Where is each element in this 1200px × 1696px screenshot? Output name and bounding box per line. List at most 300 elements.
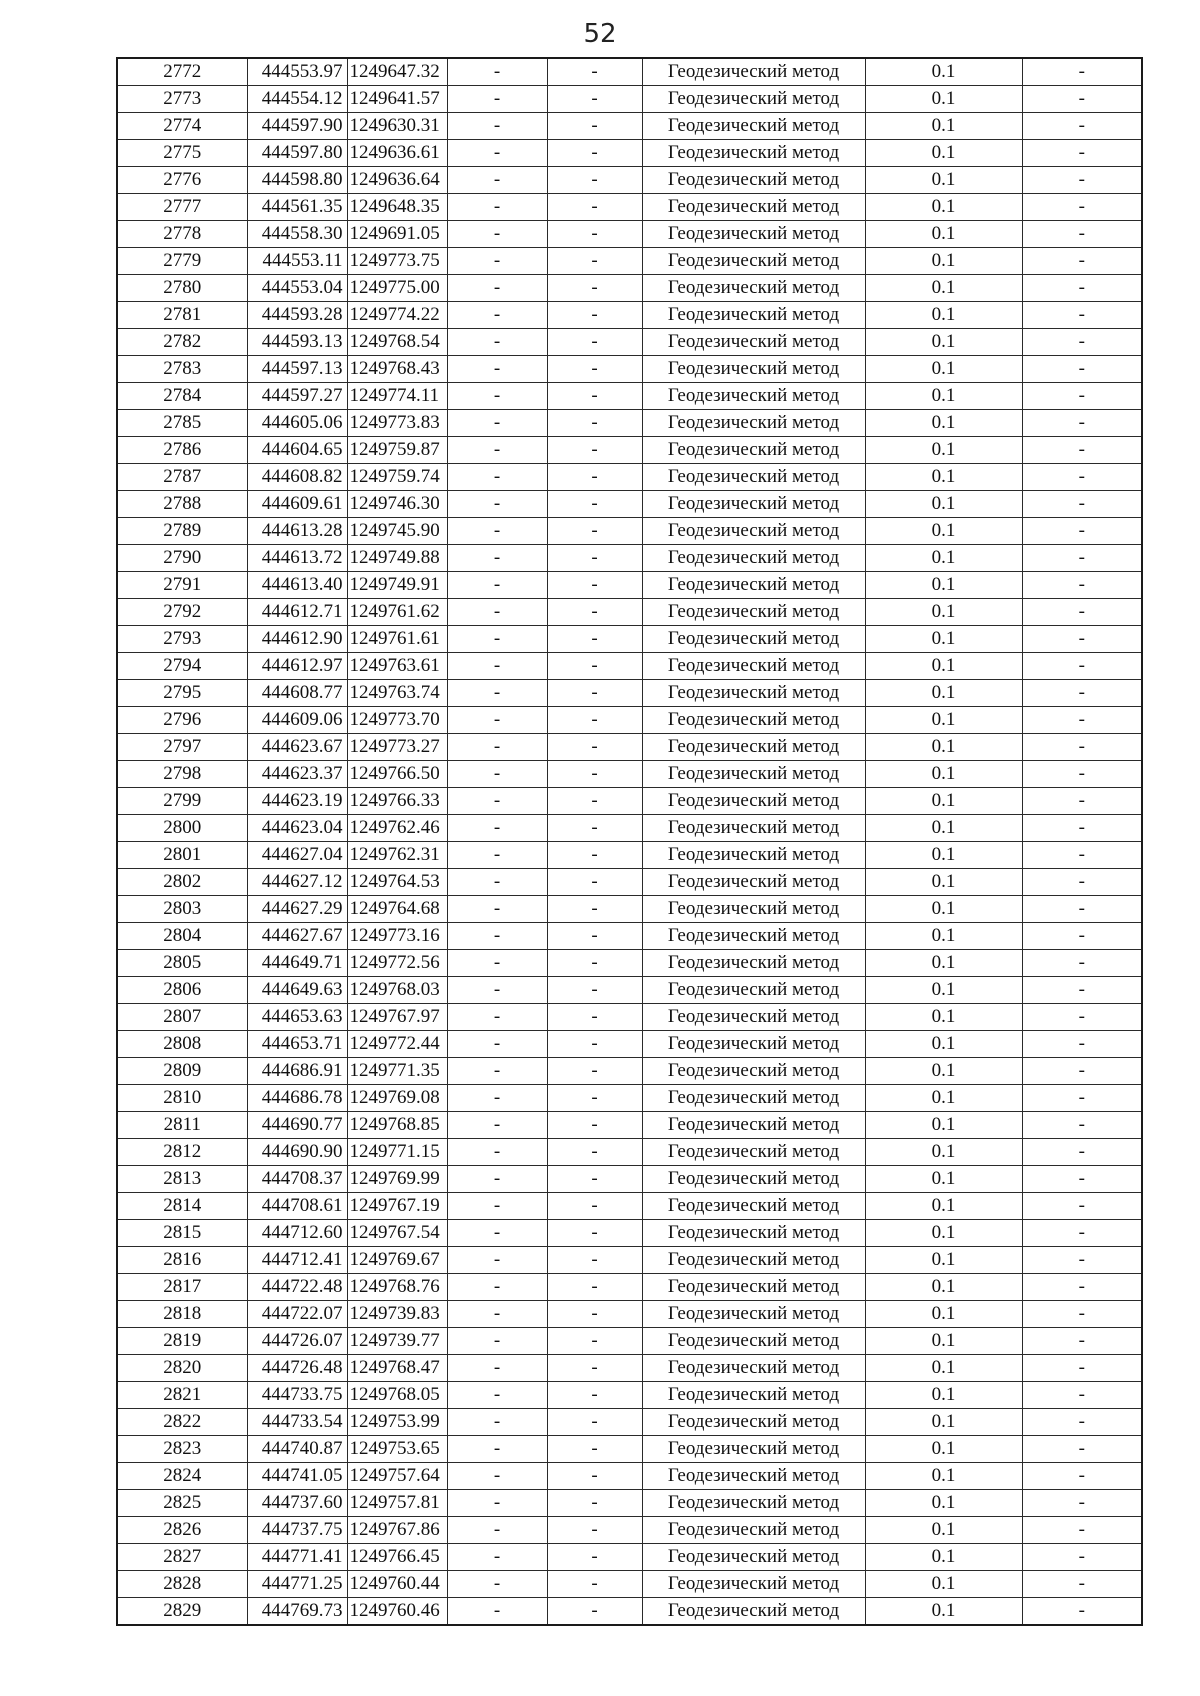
- point-number: 2799: [117, 788, 247, 815]
- empty-value-cell: -: [447, 680, 547, 707]
- empty-value-cell: -: [547, 1301, 642, 1328]
- point-number: 2802: [117, 869, 247, 896]
- table-row: [117, 869, 1142, 896]
- accuracy-cell: 0.1: [865, 923, 1022, 950]
- method-cell: Геодезический метод: [642, 1220, 865, 1247]
- accuracy-cell: 0.1: [865, 1409, 1022, 1436]
- point-number: 2823: [117, 1436, 247, 1463]
- point-number: 2777: [117, 194, 247, 221]
- coordinate-x: 444604.65: [247, 437, 347, 464]
- empty-value-cell: -: [447, 194, 547, 221]
- empty-value-cell: -: [547, 1355, 642, 1382]
- point-number: 2811: [117, 1112, 247, 1139]
- empty-value-cell: -: [447, 329, 547, 356]
- coordinate-x: 444771.25: [247, 1571, 347, 1598]
- method-cell: Геодезический метод: [642, 248, 865, 275]
- coordinate-x: 444686.78: [247, 1085, 347, 1112]
- empty-value-cell: -: [447, 1139, 547, 1166]
- empty-value-cell: -: [1022, 1436, 1142, 1463]
- accuracy-cell: 0.1: [865, 1517, 1022, 1544]
- method-cell: Геодезический метод: [642, 113, 865, 140]
- coordinate-y: 1249762.46: [347, 815, 447, 842]
- method-cell: Геодезический метод: [642, 1544, 865, 1571]
- table-row: [117, 761, 1142, 788]
- accuracy-cell: 0.1: [865, 113, 1022, 140]
- empty-value-cell: -: [1022, 653, 1142, 680]
- coordinate-y: 1249763.74: [347, 680, 447, 707]
- coordinate-y: 1249753.99: [347, 1409, 447, 1436]
- table-row: [117, 923, 1142, 950]
- table-row: [117, 167, 1142, 194]
- coordinate-x: 444726.48: [247, 1355, 347, 1382]
- point-number: 2810: [117, 1085, 247, 1112]
- empty-value-cell: -: [1022, 1409, 1142, 1436]
- method-cell: Геодезический метод: [642, 275, 865, 302]
- empty-value-cell: -: [547, 572, 642, 599]
- coordinate-y: 1249764.68: [347, 896, 447, 923]
- accuracy-cell: 0.1: [865, 1301, 1022, 1328]
- point-number: 2772: [117, 58, 247, 86]
- point-number: 2813: [117, 1166, 247, 1193]
- point-number: 2790: [117, 545, 247, 572]
- point-number: 2815: [117, 1220, 247, 1247]
- empty-value-cell: -: [1022, 194, 1142, 221]
- coordinate-x: 444598.80: [247, 167, 347, 194]
- coordinate-y: 1249761.61: [347, 626, 447, 653]
- coordinate-y: 1249768.85: [347, 1112, 447, 1139]
- coordinate-x: 444597.90: [247, 113, 347, 140]
- empty-value-cell: -: [1022, 626, 1142, 653]
- table-row: [117, 1247, 1142, 1274]
- empty-value-cell: -: [447, 626, 547, 653]
- coordinate-y: 1249757.81: [347, 1490, 447, 1517]
- coordinate-y: 1249773.75: [347, 248, 447, 275]
- coordinate-y: 1249767.86: [347, 1517, 447, 1544]
- table-row: [117, 1544, 1142, 1571]
- empty-value-cell: -: [447, 1571, 547, 1598]
- point-number: 2793: [117, 626, 247, 653]
- accuracy-cell: 0.1: [865, 1220, 1022, 1247]
- coordinate-y: 1249760.46: [347, 1598, 447, 1626]
- accuracy-cell: 0.1: [865, 86, 1022, 113]
- point-number: 2808: [117, 1031, 247, 1058]
- empty-value-cell: -: [547, 815, 642, 842]
- coordinate-y: 1249764.53: [347, 869, 447, 896]
- empty-value-cell: -: [547, 302, 642, 329]
- coordinate-y: 1249767.54: [347, 1220, 447, 1247]
- empty-value-cell: -: [1022, 1328, 1142, 1355]
- empty-value-cell: -: [447, 788, 547, 815]
- method-cell: Геодезический метод: [642, 1274, 865, 1301]
- table-row: [117, 383, 1142, 410]
- empty-value-cell: -: [547, 1058, 642, 1085]
- empty-value-cell: -: [547, 842, 642, 869]
- coordinate-y: 1249773.27: [347, 734, 447, 761]
- empty-value-cell: -: [1022, 896, 1142, 923]
- accuracy-cell: 0.1: [865, 869, 1022, 896]
- coordinate-y: 1249769.08: [347, 1085, 447, 1112]
- coordinate-y: 1249757.64: [347, 1463, 447, 1490]
- empty-value-cell: -: [547, 356, 642, 383]
- point-number: 2780: [117, 275, 247, 302]
- table-row: [117, 1598, 1142, 1626]
- table-row: [117, 1490, 1142, 1517]
- table-row: [117, 1301, 1142, 1328]
- empty-value-cell: -: [547, 464, 642, 491]
- table-row: [117, 626, 1142, 653]
- empty-value-cell: -: [1022, 1058, 1142, 1085]
- method-cell: Геодезический метод: [642, 896, 865, 923]
- point-number: 2820: [117, 1355, 247, 1382]
- empty-value-cell: -: [547, 1328, 642, 1355]
- empty-value-cell: -: [547, 1166, 642, 1193]
- coordinate-y: 1249762.31: [347, 842, 447, 869]
- coordinate-y: 1249768.03: [347, 977, 447, 1004]
- point-number: 2809: [117, 1058, 247, 1085]
- empty-value-cell: -: [1022, 221, 1142, 248]
- coordinate-x: 444769.73: [247, 1598, 347, 1626]
- table-row: [117, 329, 1142, 356]
- empty-value-cell: -: [1022, 356, 1142, 383]
- empty-value-cell: -: [1022, 1085, 1142, 1112]
- coordinate-x: 444608.77: [247, 680, 347, 707]
- table-row: [117, 1517, 1142, 1544]
- coordinate-y: 1249768.47: [347, 1355, 447, 1382]
- point-number: 2819: [117, 1328, 247, 1355]
- accuracy-cell: 0.1: [865, 1166, 1022, 1193]
- empty-value-cell: -: [547, 950, 642, 977]
- empty-value-cell: -: [1022, 1382, 1142, 1409]
- empty-value-cell: -: [447, 545, 547, 572]
- empty-value-cell: -: [547, 1193, 642, 1220]
- coordinate-x: 444558.30: [247, 221, 347, 248]
- empty-value-cell: -: [547, 734, 642, 761]
- coordinate-y: 1249768.76: [347, 1274, 447, 1301]
- empty-value-cell: -: [447, 464, 547, 491]
- empty-value-cell: -: [447, 1085, 547, 1112]
- method-cell: Геодезический метод: [642, 1355, 865, 1382]
- coordinate-x: 444712.60: [247, 1220, 347, 1247]
- accuracy-cell: 0.1: [865, 1382, 1022, 1409]
- accuracy-cell: 0.1: [865, 626, 1022, 653]
- empty-value-cell: -: [447, 518, 547, 545]
- method-cell: Геодезический метод: [642, 1139, 865, 1166]
- accuracy-cell: 0.1: [865, 329, 1022, 356]
- method-cell: Геодезический метод: [642, 599, 865, 626]
- empty-value-cell: -: [447, 1517, 547, 1544]
- empty-value-cell: -: [447, 950, 547, 977]
- coordinate-x: 444623.67: [247, 734, 347, 761]
- empty-value-cell: -: [547, 329, 642, 356]
- coordinate-y: 1249760.44: [347, 1571, 447, 1598]
- accuracy-cell: 0.1: [865, 1058, 1022, 1085]
- coordinate-x: 444771.41: [247, 1544, 347, 1571]
- accuracy-cell: 0.1: [865, 58, 1022, 86]
- coordinate-y: 1249761.62: [347, 599, 447, 626]
- empty-value-cell: -: [547, 707, 642, 734]
- table-row: [117, 842, 1142, 869]
- table-row: [117, 58, 1142, 86]
- empty-value-cell: -: [447, 977, 547, 1004]
- accuracy-cell: 0.1: [865, 1571, 1022, 1598]
- point-number: 2792: [117, 599, 247, 626]
- table-row: [117, 302, 1142, 329]
- coordinate-x: 444627.29: [247, 896, 347, 923]
- coordinate-y: 1249763.61: [347, 653, 447, 680]
- table-row: [117, 950, 1142, 977]
- point-number: 2818: [117, 1301, 247, 1328]
- empty-value-cell: -: [447, 1598, 547, 1626]
- table-row: [117, 1031, 1142, 1058]
- table-row: [117, 518, 1142, 545]
- accuracy-cell: 0.1: [865, 140, 1022, 167]
- empty-value-cell: -: [447, 383, 547, 410]
- empty-value-cell: -: [447, 275, 547, 302]
- method-cell: Геодезический метод: [642, 761, 865, 788]
- coordinate-x: 444605.06: [247, 410, 347, 437]
- coordinate-y: 1249766.33: [347, 788, 447, 815]
- coordinate-y: 1249745.90: [347, 518, 447, 545]
- accuracy-cell: 0.1: [865, 1274, 1022, 1301]
- empty-value-cell: -: [547, 1463, 642, 1490]
- coordinate-x: 444726.07: [247, 1328, 347, 1355]
- coordinate-y: 1249769.99: [347, 1166, 447, 1193]
- table-row: [117, 1112, 1142, 1139]
- method-cell: Геодезический метод: [642, 1463, 865, 1490]
- method-cell: Геодезический метод: [642, 518, 865, 545]
- table-row: [117, 788, 1142, 815]
- empty-value-cell: -: [1022, 302, 1142, 329]
- point-number: 2801: [117, 842, 247, 869]
- accuracy-cell: 0.1: [865, 950, 1022, 977]
- empty-value-cell: -: [547, 113, 642, 140]
- empty-value-cell: -: [1022, 572, 1142, 599]
- accuracy-cell: 0.1: [865, 167, 1022, 194]
- empty-value-cell: -: [447, 761, 547, 788]
- empty-value-cell: -: [447, 1382, 547, 1409]
- method-cell: Геодезический метод: [642, 923, 865, 950]
- empty-value-cell: -: [547, 977, 642, 1004]
- point-number: 2795: [117, 680, 247, 707]
- point-number: 2825: [117, 1490, 247, 1517]
- method-cell: Геодезический метод: [642, 545, 865, 572]
- coordinate-y: 1249647.32: [347, 58, 447, 86]
- point-number: 2828: [117, 1571, 247, 1598]
- empty-value-cell: -: [1022, 167, 1142, 194]
- empty-value-cell: -: [1022, 1193, 1142, 1220]
- empty-value-cell: -: [447, 356, 547, 383]
- coordinate-y: 1249768.54: [347, 329, 447, 356]
- method-cell: Геодезический метод: [642, 1382, 865, 1409]
- empty-value-cell: -: [547, 248, 642, 275]
- method-cell: Геодезический метод: [642, 1436, 865, 1463]
- accuracy-cell: 0.1: [865, 248, 1022, 275]
- table-row: [117, 1004, 1142, 1031]
- point-number: 2789: [117, 518, 247, 545]
- empty-value-cell: -: [1022, 113, 1142, 140]
- accuracy-cell: 0.1: [865, 1490, 1022, 1517]
- empty-value-cell: -: [547, 194, 642, 221]
- table-row: [117, 491, 1142, 518]
- accuracy-cell: 0.1: [865, 1031, 1022, 1058]
- point-number: 2829: [117, 1598, 247, 1626]
- empty-value-cell: -: [547, 1382, 642, 1409]
- empty-value-cell: -: [1022, 248, 1142, 275]
- empty-value-cell: -: [547, 1544, 642, 1571]
- empty-value-cell: -: [547, 167, 642, 194]
- accuracy-cell: 0.1: [865, 383, 1022, 410]
- table-row: [117, 1139, 1142, 1166]
- coordinate-x: 444623.19: [247, 788, 347, 815]
- accuracy-cell: 0.1: [865, 1328, 1022, 1355]
- point-number: 2816: [117, 1247, 247, 1274]
- table-row: [117, 1058, 1142, 1085]
- coordinate-x: 444653.71: [247, 1031, 347, 1058]
- empty-value-cell: -: [447, 896, 547, 923]
- coordinate-x: 444613.40: [247, 572, 347, 599]
- coordinate-x: 444740.87: [247, 1436, 347, 1463]
- empty-value-cell: -: [1022, 518, 1142, 545]
- method-cell: Геодезический метод: [642, 1085, 865, 1112]
- method-cell: Геодезический метод: [642, 626, 865, 653]
- accuracy-cell: 0.1: [865, 1085, 1022, 1112]
- empty-value-cell: -: [447, 1463, 547, 1490]
- point-number: 2783: [117, 356, 247, 383]
- coordinate-y: 1249648.35: [347, 194, 447, 221]
- table-row: [117, 1409, 1142, 1436]
- point-number: 2805: [117, 950, 247, 977]
- coordinate-y: 1249739.77: [347, 1328, 447, 1355]
- empty-value-cell: -: [1022, 599, 1142, 626]
- coordinate-x: 444593.13: [247, 329, 347, 356]
- table-row: [117, 1328, 1142, 1355]
- point-number: 2773: [117, 86, 247, 113]
- table-row: [117, 410, 1142, 437]
- accuracy-cell: 0.1: [865, 410, 1022, 437]
- table-row: [117, 572, 1142, 599]
- accuracy-cell: 0.1: [865, 1463, 1022, 1490]
- table-row: [117, 464, 1142, 491]
- accuracy-cell: 0.1: [865, 653, 1022, 680]
- empty-value-cell: -: [547, 275, 642, 302]
- table-row: [117, 194, 1142, 221]
- method-cell: Геодезический метод: [642, 410, 865, 437]
- point-number: 2798: [117, 761, 247, 788]
- coordinate-x: 444553.04: [247, 275, 347, 302]
- empty-value-cell: -: [447, 572, 547, 599]
- empty-value-cell: -: [547, 140, 642, 167]
- empty-value-cell: -: [447, 1274, 547, 1301]
- accuracy-cell: 0.1: [865, 572, 1022, 599]
- coordinate-x: 444593.28: [247, 302, 347, 329]
- empty-value-cell: -: [547, 1490, 642, 1517]
- empty-value-cell: -: [1022, 1301, 1142, 1328]
- coordinate-x: 444733.75: [247, 1382, 347, 1409]
- empty-value-cell: -: [547, 1139, 642, 1166]
- accuracy-cell: 0.1: [865, 221, 1022, 248]
- coordinate-x: 444708.37: [247, 1166, 347, 1193]
- accuracy-cell: 0.1: [865, 1004, 1022, 1031]
- table-row: [117, 896, 1142, 923]
- point-number: 2803: [117, 896, 247, 923]
- method-cell: Геодезический метод: [642, 815, 865, 842]
- empty-value-cell: -: [447, 923, 547, 950]
- point-number: 2784: [117, 383, 247, 410]
- accuracy-cell: 0.1: [865, 788, 1022, 815]
- table-row: [117, 1436, 1142, 1463]
- point-number: 2800: [117, 815, 247, 842]
- accuracy-cell: 0.1: [865, 437, 1022, 464]
- point-number: 2778: [117, 221, 247, 248]
- empty-value-cell: -: [447, 1247, 547, 1274]
- table-row: [117, 1193, 1142, 1220]
- coordinate-y: 1249767.19: [347, 1193, 447, 1220]
- accuracy-cell: 0.1: [865, 1139, 1022, 1166]
- empty-value-cell: -: [447, 707, 547, 734]
- coordinate-y: 1249775.00: [347, 275, 447, 302]
- coordinate-y: 1249771.15: [347, 1139, 447, 1166]
- empty-value-cell: -: [447, 410, 547, 437]
- empty-value-cell: -: [1022, 950, 1142, 977]
- table-row: [117, 1382, 1142, 1409]
- coordinate-x: 444741.05: [247, 1463, 347, 1490]
- empty-value-cell: -: [1022, 410, 1142, 437]
- empty-value-cell: -: [447, 140, 547, 167]
- empty-value-cell: -: [1022, 977, 1142, 1004]
- empty-value-cell: -: [547, 1220, 642, 1247]
- method-cell: Геодезический метод: [642, 302, 865, 329]
- empty-value-cell: -: [1022, 1571, 1142, 1598]
- coordinate-x: 444553.11: [247, 248, 347, 275]
- empty-value-cell: -: [1022, 842, 1142, 869]
- point-number: 2822: [117, 1409, 247, 1436]
- accuracy-cell: 0.1: [865, 356, 1022, 383]
- accuracy-cell: 0.1: [865, 707, 1022, 734]
- point-number: 2806: [117, 977, 247, 1004]
- coordinate-x: 444649.71: [247, 950, 347, 977]
- point-number: 2812: [117, 1139, 247, 1166]
- coordinate-x: 444553.97: [247, 58, 347, 86]
- coordinate-x: 444649.63: [247, 977, 347, 1004]
- coordinate-x: 444733.54: [247, 1409, 347, 1436]
- point-number: 2794: [117, 653, 247, 680]
- point-number: 2776: [117, 167, 247, 194]
- empty-value-cell: -: [1022, 1031, 1142, 1058]
- empty-value-cell: -: [447, 842, 547, 869]
- empty-value-cell: -: [1022, 734, 1142, 761]
- empty-value-cell: -: [1022, 815, 1142, 842]
- empty-value-cell: -: [547, 1598, 642, 1626]
- table-row: [117, 86, 1142, 113]
- coordinate-y: 1249769.67: [347, 1247, 447, 1274]
- empty-value-cell: -: [1022, 761, 1142, 788]
- method-cell: Геодезический метод: [642, 86, 865, 113]
- empty-value-cell: -: [547, 221, 642, 248]
- point-number: 2786: [117, 437, 247, 464]
- coordinate-y: 1249759.87: [347, 437, 447, 464]
- table-row: [117, 1220, 1142, 1247]
- method-cell: Геодезический метод: [642, 1517, 865, 1544]
- empty-value-cell: -: [447, 869, 547, 896]
- point-number: 2779: [117, 248, 247, 275]
- empty-value-cell: -: [1022, 1517, 1142, 1544]
- coordinate-y: 1249691.05: [347, 221, 447, 248]
- empty-value-cell: -: [1022, 383, 1142, 410]
- empty-value-cell: -: [1022, 1355, 1142, 1382]
- coordinate-y: 1249746.30: [347, 491, 447, 518]
- empty-value-cell: -: [1022, 1139, 1142, 1166]
- empty-value-cell: -: [1022, 1166, 1142, 1193]
